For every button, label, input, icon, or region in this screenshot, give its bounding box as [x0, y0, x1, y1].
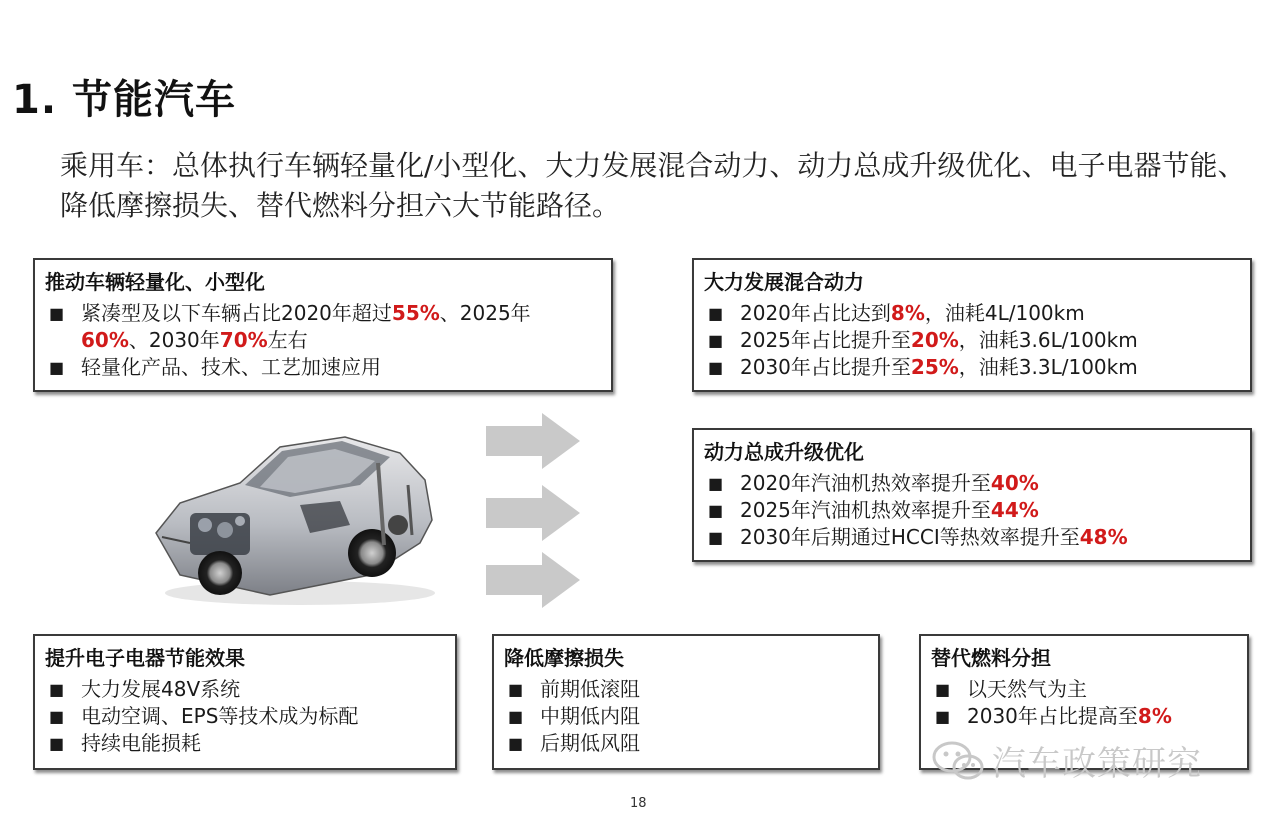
electrical-box-title: 提升电子电器节能效果: [45, 646, 245, 670]
highlight-value: 20%: [910, 328, 959, 352]
item-text: 2025年占比提升至: [740, 328, 911, 352]
item-text: 后期低风阻: [540, 731, 640, 755]
hybrid-box: [692, 258, 1252, 392]
item-text: ，油耗4L/100km: [924, 301, 1085, 325]
bullet-icon: ■: [708, 474, 724, 493]
list-item: [704, 524, 1240, 551]
highlight-value: 60%: [81, 328, 129, 352]
list-item: [704, 327, 1240, 354]
bullet-icon: ■: [49, 707, 65, 726]
list-item: [704, 354, 1240, 381]
list-item: [504, 676, 868, 703]
friction-box-title: 降低摩擦损失: [504, 646, 624, 670]
highlight-value: 70%: [219, 328, 268, 352]
hybrid-box-title: 大力发展混合动力: [704, 270, 864, 294]
item-text: 紧凑型及以下车辆占比2020年超过: [81, 301, 392, 325]
list-item: [704, 300, 1240, 327]
list-item: [45, 676, 445, 703]
list-item: [931, 676, 1237, 703]
item-text: 前期低滚阻: [540, 677, 640, 701]
watermark: [930, 736, 1202, 785]
item-text: 轻量化产品、技术、工艺加速应用: [81, 355, 381, 379]
list-item: [931, 703, 1237, 730]
item-text: 电动空调、EPS等技术成为标配: [81, 704, 359, 728]
item-text: 2030年占比提升至: [740, 355, 911, 379]
bullet-icon: ■: [708, 358, 724, 377]
item-text: 2030年后期通过HCCI等热效率提升至: [740, 525, 1080, 549]
bullet-icon: ■: [708, 501, 724, 520]
item-text: 2025年汽油机热效率提升至: [740, 498, 991, 522]
car-cutaway-image: [150, 425, 440, 610]
item-text: 大力发展48V系统: [81, 677, 241, 701]
bullet-icon: ■: [508, 707, 524, 726]
item-text: 中期低内阻: [540, 704, 640, 728]
list-item: [704, 470, 1240, 497]
bullet-icon: ■: [708, 331, 724, 350]
item-text: 以天然气为主: [967, 677, 1087, 701]
bullet-icon: ■: [935, 680, 951, 699]
bullet-icon: ■: [508, 734, 524, 753]
bullet-icon: ■: [708, 304, 724, 323]
right-arrow-icon: [486, 552, 582, 608]
bullet-icon: ■: [508, 680, 524, 699]
list-item: [45, 300, 601, 354]
list-item: [45, 354, 601, 381]
lightweight-box: [33, 258, 613, 392]
powertrain-box: [692, 428, 1252, 562]
page-number: 18: [630, 796, 647, 811]
item-text: ，油耗3.6L/100km: [958, 328, 1138, 352]
fuel-box-title: 替代燃料分担: [931, 646, 1051, 670]
item-text: 持续电能损耗: [81, 731, 201, 755]
bullet-icon: ■: [49, 680, 65, 699]
highlight-value: 44%: [990, 498, 1039, 522]
item-text: 左右: [267, 328, 308, 352]
watermark-text: 汽车政策研究: [992, 744, 1202, 784]
right-arrow-icon: [486, 485, 582, 541]
bullet-icon: ■: [49, 304, 65, 323]
slide-title: 1. 节能汽车: [12, 77, 236, 123]
item-text: 2030年占比提高至: [967, 704, 1138, 728]
wechat-logo-icon: [930, 739, 986, 783]
highlight-value: 8%: [1137, 704, 1172, 728]
bullet-icon: ■: [708, 528, 724, 547]
list-item: [45, 703, 445, 730]
list-item: [504, 703, 868, 730]
list-item: [504, 730, 868, 757]
bullet-icon: ■: [49, 734, 65, 753]
electrical-box: [33, 634, 457, 770]
item-text: ，油耗3.3L/100km: [958, 355, 1138, 379]
item-text: 、2030年: [128, 328, 220, 352]
lightweight-box-title: 推动车辆轻量化、小型化: [45, 270, 265, 294]
highlight-value: 55%: [391, 301, 440, 325]
powertrain-box-title: 动力总成升级优化: [704, 440, 864, 464]
highlight-value: 40%: [990, 471, 1039, 495]
item-text: 2020年汽油机热效率提升至: [740, 471, 991, 495]
item-text: 2020年占比达到: [740, 301, 891, 325]
bullet-icon: ■: [49, 358, 65, 377]
highlight-value: 8%: [890, 301, 925, 325]
right-arrow-icon: [486, 413, 582, 469]
bullet-icon: ■: [935, 707, 951, 726]
highlight-value: 48%: [1079, 525, 1128, 549]
friction-box: [492, 634, 880, 770]
list-item: [45, 730, 445, 757]
item-text: 、2025年: [439, 301, 531, 325]
highlight-value: 25%: [910, 355, 959, 379]
slide-subtitle: 乘用车：总体执行车辆轻量化/小型化、大力发展混合动力、动力总成升级优化、电子电器节能、降低摩擦损失、替代燃料分担六大节能路径。: [60, 149, 1246, 222]
list-item: [704, 497, 1240, 524]
